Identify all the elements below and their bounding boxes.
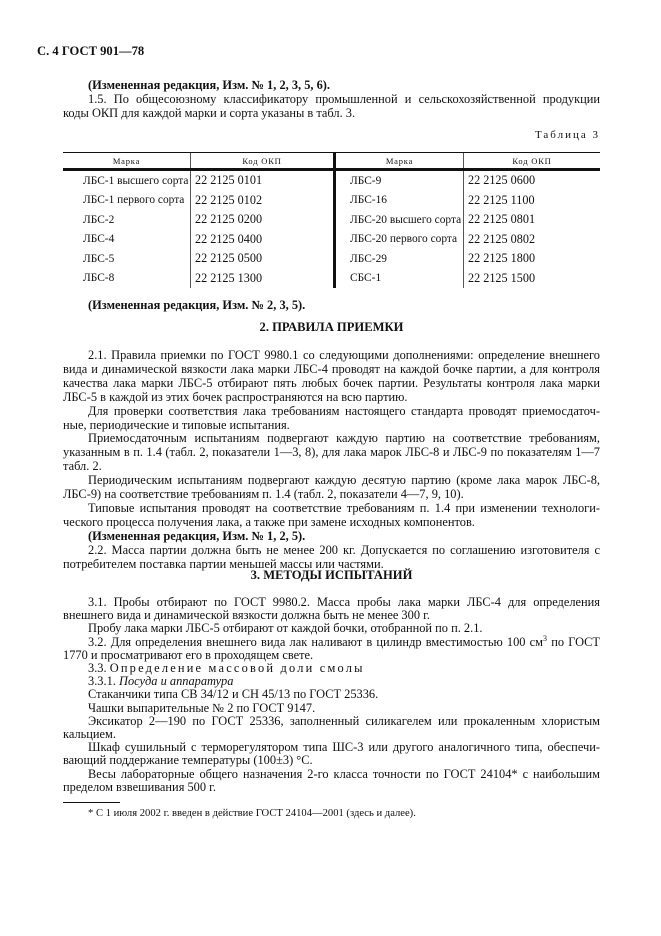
section-1-tail (63, 78, 600, 120)
okp-code-cell: 22 2125 0801 (464, 210, 601, 230)
column-header: Код ОКП (464, 153, 601, 170)
grade-cell: ЛБС-5 (83, 252, 115, 265)
grade-cell: ЛБС-9 (335, 170, 464, 191)
table-row (63, 269, 600, 289)
okp-code-cell: 22 2125 0802 (464, 230, 601, 250)
clause-title: Посуда и аппаратура (119, 674, 234, 689)
clause-number: 3.3. (88, 661, 107, 676)
amendment-note: (Измененная редакция, Изм. № 2, 3, 5). (88, 298, 306, 312)
paragraph-1-5: 1.5. По общесоюзному классификатору промышленной и сельскохозяйственной продукции коды ОКП для каждой марки и сорта указаны в табл. 3. (63, 92, 600, 120)
section-2-body (63, 349, 600, 572)
table-row (63, 249, 600, 269)
paragraph-3-2 (63, 633, 601, 662)
section-3-body (63, 596, 600, 794)
grade-cell: СБС-1 (335, 269, 464, 289)
table-row (63, 170, 600, 191)
okp-code-cell: 22 2125 0200 (191, 210, 335, 230)
grade-cell: ЛБС-29 (335, 249, 464, 269)
grade-cell: ЛБС-16 (335, 191, 464, 211)
paragraph: Пробу лака марки ЛБС-5 отбирают от каждой бочки, отобранной по п. 2.1. (88, 621, 483, 636)
grade-cell: ЛБС-2 (83, 213, 115, 226)
grade-cell: ЛБС-20 высшего сорта (335, 210, 464, 230)
table-row (63, 210, 600, 230)
amendment-note: (Измененная редакция, Изм. № 1, 2, 3, 5, 6). (88, 78, 331, 92)
okp-code-cell: 22 2125 0102 (191, 191, 335, 211)
amendment-note: (Измененная редакция, Изм. № 1, 2, 5). (88, 528, 306, 543)
okp-code-cell: 22 2125 0500 (191, 249, 335, 269)
okp-code-cell: 22 2125 1800 (464, 249, 601, 269)
grade-cell: ЛБС-1 высшего сорта (83, 174, 189, 187)
paragraph: Для проверки соответствия лака требованиям настоящего стандарта проводят приемосдаточ-ные, периодические и типовые испытания. (63, 403, 600, 432)
okp-code-cell: 22 2125 0600 (464, 170, 601, 191)
grade-cell: ЛБС-8 (83, 272, 115, 285)
clause-number: 3.3.1. (88, 674, 116, 689)
grade-cell: ЛБС-1 первого сорта (83, 194, 185, 207)
superscript: 3 (543, 633, 548, 643)
paragraph: Приемосдаточным испытаниям подвергают каждую партию на соответствие требованиям, указанным в п. 1.4 (табл. 2, показатели 1—3, 8), для лака марок ЛБС-8 и ЛБС-9 по показателям 1—7 табл. 2. (63, 431, 600, 474)
column-header: Марка (335, 153, 464, 170)
okp-code-cell: 22 2125 1300 (191, 269, 335, 289)
okp-codes-table (63, 152, 600, 288)
page-header: С. 4 ГОСТ 901—78 (37, 44, 145, 58)
paragraph: Периодическим испытаниям подвергают каждую десятую партию (кроме лака марок ЛБС-8, ЛБС-9) на соответствие требованиям п. 1.4 (табл. 2, показатели 4—7, 9, 10). (63, 473, 600, 502)
text: по ГОСТ 1770 и просматривают его в проходящем свете. (63, 634, 601, 662)
footnote-divider (63, 802, 120, 803)
text: 3.2. Для определения внешнего вида лак наливают в цилиндр вместимостью 100 см (88, 634, 544, 649)
table-row (63, 230, 600, 250)
section-3-title: 3. МЕТОДЫ ИСПЫТАНИЙ (250, 568, 413, 582)
grade-cell: ЛБС-4 (83, 233, 115, 246)
clause-title: Определение массовой доли смолы (109, 661, 365, 676)
list-item: Эксикатор 2—190 по ГОСТ 25336, заполненный силикагелем или прокаленным хлористым кальцием. (63, 713, 600, 742)
list-item: Стаканчики типа СВ 34/12 и СН 45/13 по ГОСТ 25336. (88, 687, 379, 702)
okp-code-cell: 22 2125 1100 (464, 191, 601, 211)
footnote: * С 1 июля 2002 г. введен в действие ГОСТ 24104—2001 (здесь и далее). (88, 808, 416, 819)
table-row (63, 191, 600, 211)
column-header: Марка (63, 153, 191, 170)
paragraph-3-1: 3.1. Пробы отбирают по ГОСТ 9980.2. Масса пробы лака марки ЛБС-4 для определения внешнего вида и динамической вязкости должна быть не менее 300 г. (63, 595, 600, 623)
list-item: Чашки выпарительные № 2 по ГОСТ 9147. (88, 700, 316, 715)
grade-cell: ЛБС-20 первого сорта (335, 230, 464, 250)
list-item: Весы лабораторные общего назначения 2-го класса точности по ГОСТ 24104* с наибольшим пределом взвешивания 500 г. (63, 766, 600, 794)
okp-code-cell: 22 2125 0101 (191, 170, 335, 191)
paragraph: 2.1. Правила приемки по ГОСТ 9980.1 со следующими дополнениями: определение внешнего вида и динамической вязкости лака марки ЛБС-4 проводят на каждой бочке партии, а для контроля качества лака марки ЛБС-5 отбирают пять любых бочек партии. Результаты контроля лака марки ЛБС-5 в каждой из этих бочек распространяются на всю партию. (63, 348, 600, 404)
list-item: Шкаф сушильный с терморегулятором типа ШС-3 или другого аналогичного типа, обеспечи-вающий поддержание температуры (100±3) °С. (63, 740, 600, 768)
okp-code-cell: 22 2125 1500 (464, 269, 601, 289)
table-header-row (63, 153, 600, 170)
paragraph-2-2: 2.2. Масса партии должна быть не менее 200 кг. Допускается по соглашению изготовителя с потребителем поставка партии меньшей массы или частями. (63, 542, 600, 571)
paragraph: Типовые испытания проводят на соответствие требованиям п. 1.4 при изменении технологи-ческого процесса получения лака, а также при замене исходных компонентов. (63, 500, 600, 529)
okp-code-cell: 22 2125 0400 (191, 230, 335, 250)
column-header: Код ОКП (191, 153, 335, 170)
section-2-title: 2. ПРАВИЛА ПРИЕМКИ (259, 320, 404, 334)
table-caption: Таблица 3 (534, 129, 600, 141)
